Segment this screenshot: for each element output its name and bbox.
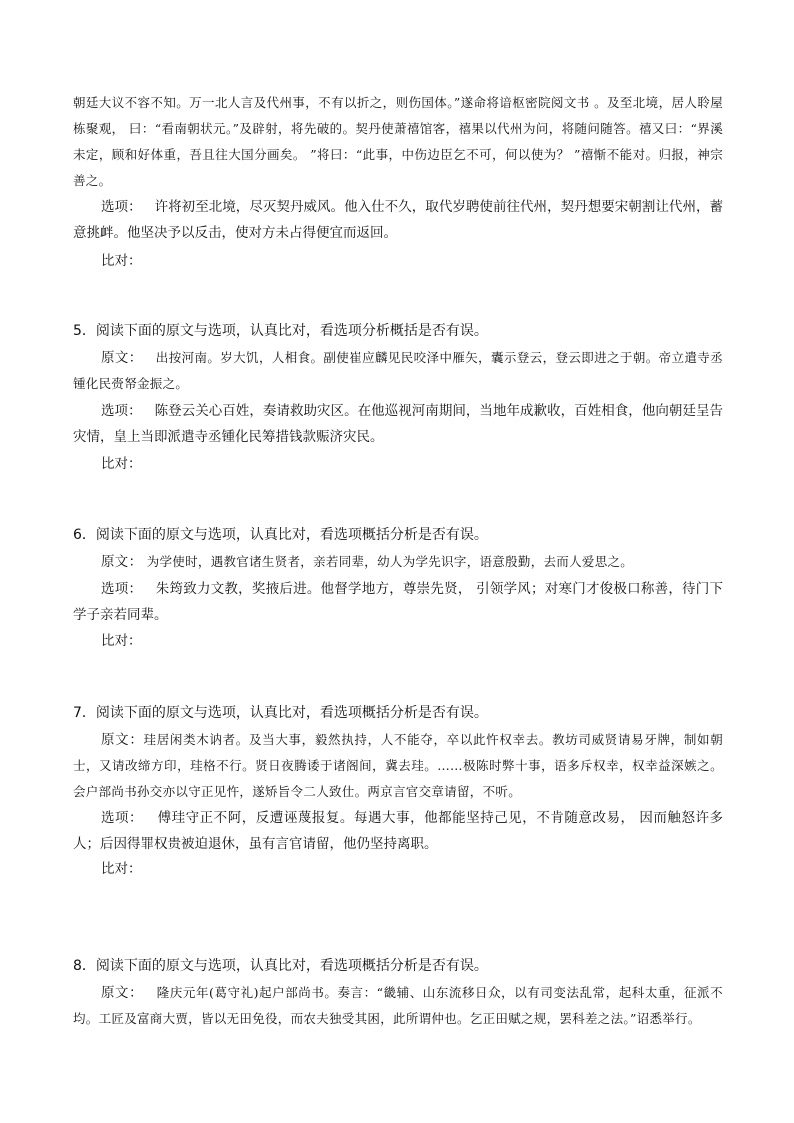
option-label: 选项： — [101, 581, 143, 597]
option-text: 许将初至北境，尽灭契丹威风。他入仕不久，取代岁聘使前往代州，契丹想要宋朝割让代州，蓄意挑衅。他坚决予以反击，使对方未占得便宜而返回。 — [73, 199, 724, 241]
yuanwen-text: 为学使时，遇教官诸生贤者，亲若同辈，幼人为学先识字，语意殷勤，去而人爱思之。 — [146, 554, 634, 569]
q5-yuanwen — [73, 345, 723, 397]
q7-title: 7．阅读下面的原文与选项，认真比对，看选项概括分析是否有误。 — [73, 705, 488, 721]
q4-option — [73, 194, 723, 246]
option-text: 陈登云关心百姓，奏请救助灾区。在他巡视河南期间，当地年成歉收，百姓相食，他向朝廷呈告灾情，皇上当即派遣寺丞锺化民筹措钱款赈济灾民。 — [73, 403, 724, 445]
q6-bidui: 比对： — [101, 633, 142, 649]
q4-bidui: 比对： — [101, 253, 142, 269]
yuanwen-text: 珪居闲类木讷者。及当大事，毅然执持，人不能夺，卒以此忤权幸去。教坊司威贤请易牙牌，制如朝士，又请改缔方印，珪格不行。贤日夜腾诿于诸阁间，冀去珪。……极陈时弊十事，语多斥权幸，权幸益深嫉之。会户部尚书孙交亦以守正见忤，遂矫旨令二人致仕。两京言官交章请留，不听。 — [73, 732, 724, 799]
q6-title: 6．阅读下面的原文与选项，认真比对，看选项概括分析是否有误。 — [73, 527, 488, 543]
yuanwen-label: 原文： — [101, 732, 144, 748]
q8-yuanwen — [73, 980, 723, 1032]
q5-option — [73, 398, 723, 450]
yuanwen-text: 隆庆元年(葛守礼)起户部尚书。奏言：“畿辅、山东流移日众，以有司变法乱常，起科太重，征派不均。工匠及富商大贾，皆以无田免役，而农夫独受其困，此所谓仲也。乞正田赋之规，罢科差之法。”诏悉举行。 — [73, 985, 723, 1026]
option-label: 选项： — [101, 810, 144, 826]
q7-option — [73, 805, 723, 857]
q5-bidui: 比对： — [101, 456, 142, 472]
q5-title: 5．阅读下面的原文与选项，认真比对，看选项分析概括是否有误。 — [73, 323, 488, 339]
q6-yuanwen — [73, 549, 723, 575]
q8-title: 8．阅读下面的原文与选项，认真比对，看选项概括分析是否有误。 — [73, 958, 488, 974]
q6-option — [73, 576, 723, 628]
yuanwen-label: 原文： — [101, 350, 143, 366]
q7-bidui: 比对： — [101, 861, 142, 877]
option-label: 选项： — [101, 199, 142, 215]
option-text: 朱筠致力文教，奖掖后进。他督学地方，尊崇先贤， 引领学风；对寒门才俊极口称善，待门下学子亲若同辈。 — [73, 581, 724, 623]
yuanwen-label: 原文： — [101, 554, 143, 570]
yuanwen-text: 出按河南。岁大饥，人相食。副使崔应麟见民咬泽中雁矢，囊示登云，登云即进之于朝。帝立遣寺丞锺化民赍帑金振之。 — [73, 350, 724, 391]
option-text: 傅珪守正不阿，反遭诬蔑报复。每遇大事，他都能坚持己见，不肯随意改易， 因而触怒许多人；后因得罪权贵被迫退休，虽有言官请留，他仍坚持离职。 — [73, 810, 724, 852]
q7-yuanwen — [73, 727, 723, 805]
yuanwen-label: 原文： — [101, 985, 144, 1001]
q4-yuanwen-continued — [73, 90, 723, 194]
yuanwen-text: 朝廷大议不容不知。万一北人言及代州事，不有以折之，则伤国体。”遂命将谙枢密院阅文书 。及至北境，居人聆屋栋聚观， 曰：“看南朝状元。”及辟射，将先破的。契丹使萧禧馆客，禧果以代州为问，将随问随答。禧又曰：“界溪未定，顾和好体重，吾且往大国分画矣。 ”将曰：“此事，中伤边臣乞不可，何以使为？ ”禧惭不能对。归报，神宗善之。 — [73, 95, 723, 188]
option-label: 选项： — [101, 403, 142, 419]
